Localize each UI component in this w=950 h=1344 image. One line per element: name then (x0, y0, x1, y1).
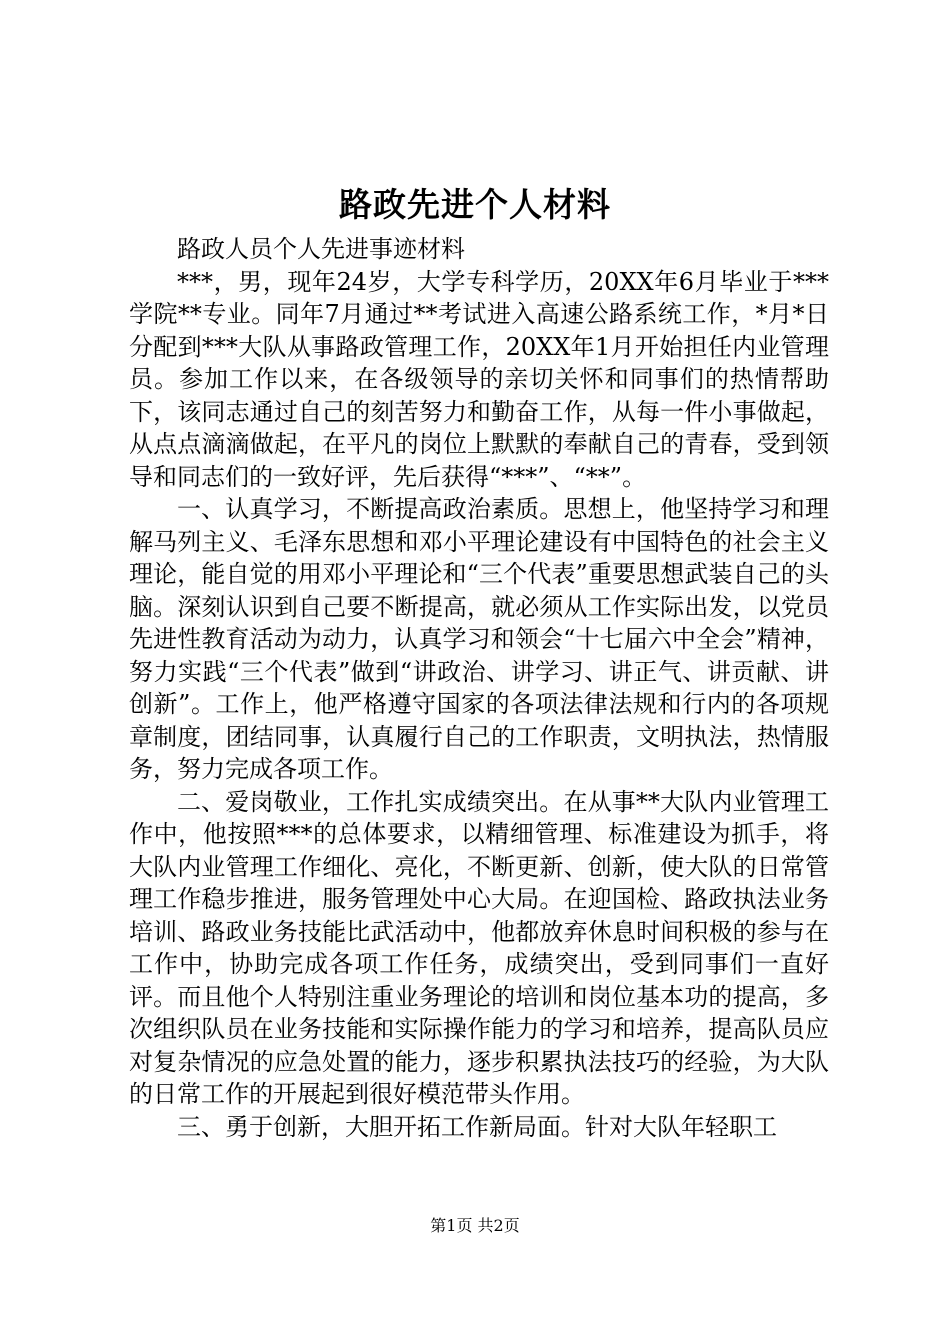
document-body (129, 233, 829, 1143)
paragraph-section-1: 一、认真学习，不断提高政治素质。思想上，他坚持学习和理解马列主义、毛泽东思想和邓小平理论建设有中国特色的社会主义理论，能自觉的用邓小平理论和“三个代表”重要思想武装自己的头脑。深刻认识到自己要不断提高，就必须从工作实际出发，以党员先进性教育活动为动力，认真学习和领会“十七届六中全会”精神，努力实践“三个代表”做到“讲政治、讲学习、讲正气、讲贡献、讲创新”。工作上，他严格遵守国家的各项法律法规和行内的各项规章制度，团结同事，认真履行自己的工作职责，文明执法，热情服务，努力完成各项工作。 (129, 495, 829, 783)
paragraph-section-2: 二、爱岗敬业，工作扎实成绩突出。在从事**大队内业管理工作中，他按照***的总体要求，以精细管理、标准建设为抓手，将大队内业管理工作细化、亮化，不断更新、创新，使大队的日常管理工作稳步推进，服务管理处中心大局。在迎国检、路政执法业务培训、路政业务技能比武活动中，他都放弃休息时间积极的参与在工作中，协助完成各项工作任务，成绩突出，受到同事们一直好评。而且他个人特别注重业务理论的培训和岗位基本功的提高，多次组织队员在业务技能和实际操作能力的学习和培养，提高队员应对复杂情况的应急处置的能力，逐步积累执法技巧的经验，为大队的日常工作的开展起到很好模范带头作用。 (129, 787, 829, 1108)
document-subtitle: 路政人员个人先进事迹材料 (177, 235, 465, 263)
paragraph-intro: ***，男，现年24岁，大学专科学历，20XX年6月毕业于***学院**专业。同年7月通过**考试进入高速公路系统工作，*月*日分配到***大队从事路政管理工作，20XX年1月开始担任内业管理员。参加工作以来，在各级领导的亲切关怀和同事们的热情帮助下，该同志通过自己的刻苦努力和勤奋工作，从每一件小事做起，从点点滴滴做起，在平凡的岗位上默默的奉献自己的青春，受到领导和同志们的一致好评，先后获得“***”、“**”。 (129, 267, 829, 491)
page-number: 第1页 共2页 (430, 1216, 520, 1235)
paragraph-section-3: 三、勇于创新，大胆开拓工作新局面。针对大队年轻职工 (177, 1112, 777, 1141)
document-title: 路政先进个人材料 (339, 185, 611, 224)
